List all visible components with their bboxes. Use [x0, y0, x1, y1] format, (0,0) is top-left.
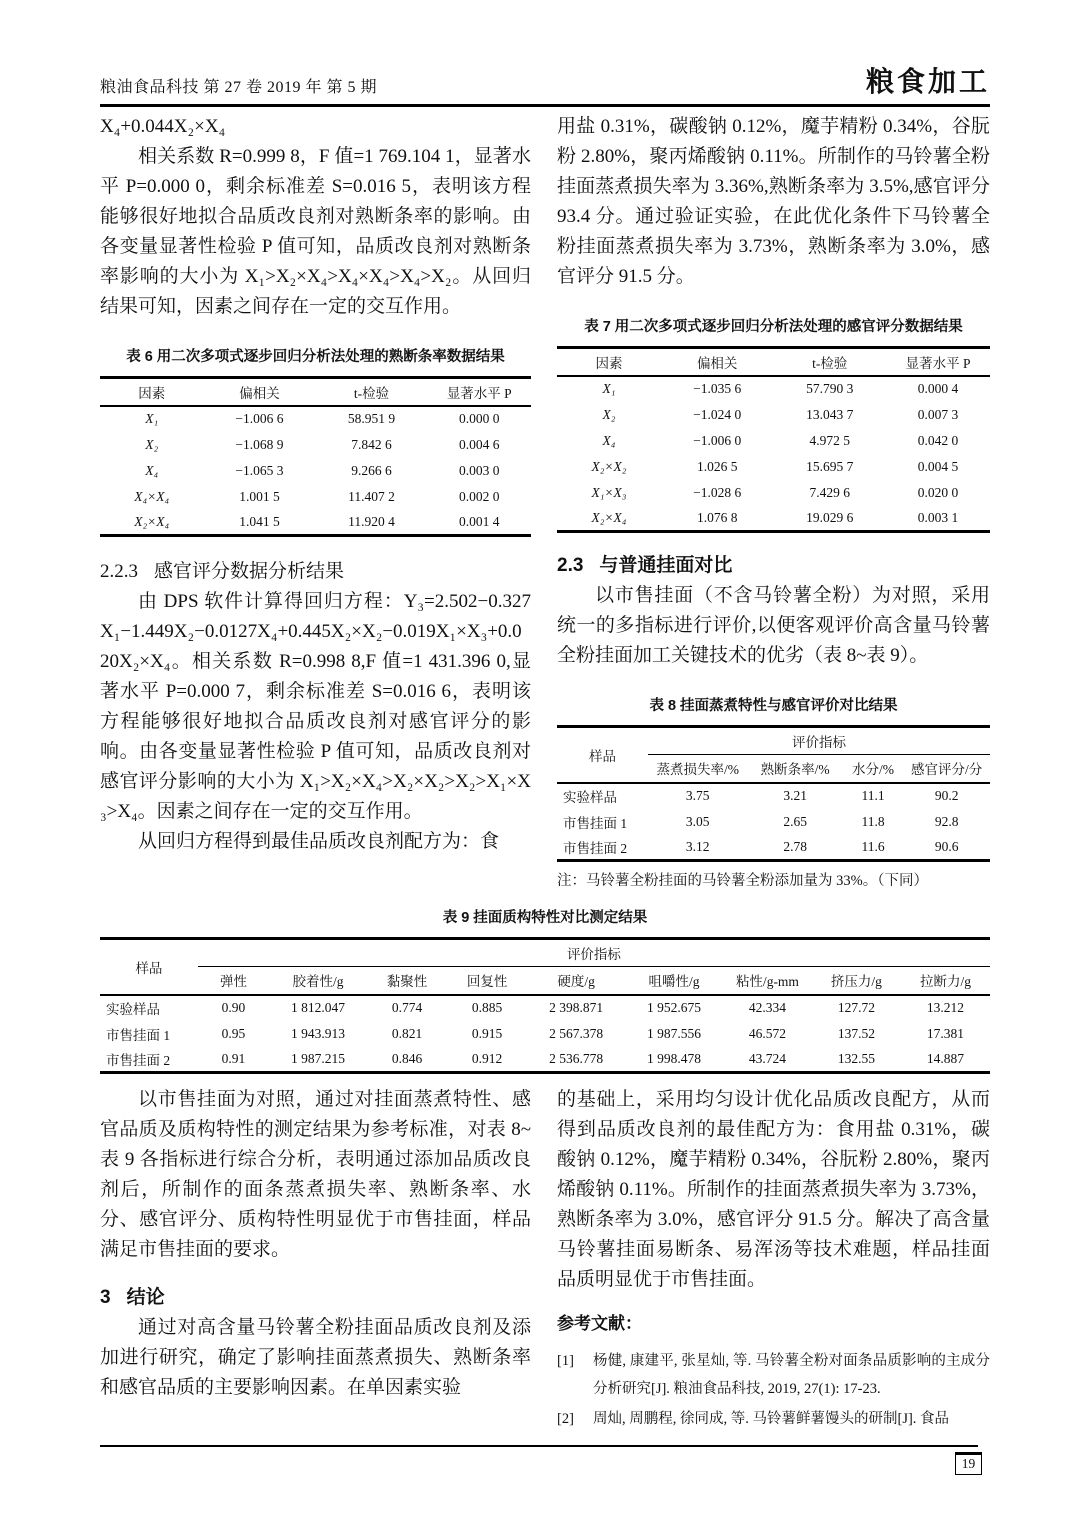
value-cell: 58.951 9: [347, 411, 396, 426]
value-cell: 2.65: [783, 813, 807, 829]
value-cell: 132.55: [837, 1050, 875, 1066]
value-cell: 2 398.871: [549, 1000, 604, 1015]
value-cell: 3.12: [685, 838, 710, 854]
value-cell: 7.842 6: [351, 436, 392, 452]
reference-text: 杨健, 康建平, 张星灿, 等. 马铃薯全粉对面条品质影响的主成分分析研究[J]. 粮油食品科技, 2019, 27(1): 17-23.: [593, 1353, 990, 1397]
table-row: [557, 376, 990, 402]
table-row: [557, 506, 990, 532]
value-cell: −1.028 6: [693, 484, 742, 500]
row-label-cell: X₂×X₄: [591, 509, 627, 525]
column-header: t-检验: [773, 348, 886, 376]
table9-body: [100, 995, 990, 1073]
column-header: t-检验: [315, 378, 427, 406]
table-row: [100, 995, 990, 1021]
section-number: 2.3: [557, 555, 584, 576]
row-label-cell: X₄×X₄: [134, 488, 170, 504]
value-cell: 1 943.913: [291, 1025, 346, 1041]
row-label-cell: X₂×X₂: [591, 458, 627, 474]
column-header: 回复性: [447, 967, 527, 995]
value-cell: 0.846: [391, 1050, 423, 1066]
reference-label: [1]: [557, 1353, 574, 1369]
value-cell: 90.2: [934, 788, 959, 803]
value-cell: 1 987.215: [291, 1050, 346, 1066]
value-cell: 3.05: [685, 813, 710, 829]
table8-group-row: [557, 727, 990, 755]
paragraph-compare: 以市售挂面（不含马铃薯全粉）为对照，采用统一的多指标进行评价,以便客观评价高含量马铃薯全粉挂面加工关键技术的优劣（表 8~表 9）。: [557, 585, 990, 666]
value-cell: 19.029 6: [806, 509, 854, 525]
row-label-cell: 市售挂面 2: [563, 840, 628, 856]
value-cell: 0.004 5: [917, 458, 959, 474]
table6-title: 表 6 用二次多项式逐步回归分析法处理的熟断条率数据结果: [126, 349, 505, 365]
table-7: [557, 346, 990, 533]
reference-text: 周灿, 周鹏程, 徐同成, 等. 马铃薯鲜薯馒头的研制[J]. 食品: [593, 1411, 950, 1427]
section-title: 结论: [126, 1287, 165, 1308]
table-row: [557, 428, 990, 454]
row-label-cell: 实验样品: [563, 790, 617, 805]
value-cell: 14.887: [926, 1050, 965, 1066]
value-cell: 43.724: [748, 1050, 786, 1066]
table9-block: [100, 903, 990, 1074]
value-cell: 1 812.047: [291, 1000, 346, 1015]
column-header: 粘性/g-mm: [723, 967, 812, 995]
value-cell: 1.076 8: [696, 509, 738, 525]
value-cell: 137.52: [837, 1025, 875, 1041]
value-cell: 0.020 0: [917, 484, 959, 500]
value-cell: −1.006 6: [235, 411, 284, 426]
references-heading: 参考文献：: [557, 1314, 642, 1333]
column-header: 熟断条率/%: [748, 755, 843, 783]
value-cell: 90.6: [934, 838, 959, 854]
value-cell: 11.6: [861, 838, 885, 854]
column-header: 偏相关: [203, 378, 315, 406]
column-header: 偏相关: [661, 348, 774, 376]
row-label-cell: X₂: [602, 406, 616, 422]
paragraph-conclusion: 通过对高含量马铃薯全粉挂面品质改良剂及添加进行研究，确定了影响挂面蒸煮损失、熟断条率和感官品质的主要影响因素。在单因素实验: [100, 1317, 531, 1398]
value-cell: 3.75: [685, 788, 710, 803]
value-cell: 0.90: [221, 1000, 246, 1015]
paragraph-correlation: 相关系数 R=0.999 8，F 值=1 769.104 1，显著水平 P=0.000 0，剩余标准差 S=0.016 5，表明该方程能够很好地拟合品质改良剂对熟断条率的影响。由各变量显著性检验 P 值可知，品质改良剂对熟断条率影响的大小为 X₁>X₂×X₄>X₄×X₄>X₄>X₂。从回归结果可知，因素之间存在一定的交互作用。: [100, 146, 531, 317]
table-row: [100, 1021, 990, 1047]
value-cell: 13.212: [926, 1000, 965, 1015]
left-column-bottom: [100, 1085, 531, 1403]
group-header: 评价指标: [648, 727, 990, 755]
value-cell: 17.381: [926, 1025, 965, 1041]
value-cell: 127.72: [837, 1000, 875, 1015]
section-2-3-heading: [557, 551, 990, 581]
value-cell: 1 952.675: [646, 1000, 701, 1015]
table7-title: 表 7 用二次多项式逐步回归分析法处理的感官评分数据结果: [584, 319, 963, 335]
table7-body: [557, 376, 990, 532]
column-header: 感官评分/分: [903, 755, 990, 783]
table9-subheader-row: [100, 967, 990, 995]
paragraph-recipe-start: 从回归方程得到最佳品质改良剂配方为：食: [138, 831, 500, 852]
section-title: 感官评分数据分析结果: [154, 561, 345, 582]
value-cell: 13.043 7: [806, 406, 854, 422]
column-header: 水分/%: [843, 755, 904, 783]
page-number: 19: [955, 1452, 982, 1475]
table9-title: 表 9 挂面质构特性对比测定结果: [442, 910, 648, 926]
column-header: 黏聚性: [367, 967, 447, 995]
formula-line: X₄+0.044X₂×X₄: [100, 116, 226, 137]
value-cell: −1.024 0: [693, 406, 742, 422]
group-header: 评价指标: [198, 939, 990, 967]
value-cell: 3.21: [783, 788, 807, 803]
sample-header: 样品: [100, 939, 198, 995]
reference-label: [2]: [557, 1411, 574, 1427]
row-label-cell: X₂×X₄: [134, 513, 170, 529]
value-cell: 0.007 3: [917, 406, 959, 422]
value-cell: 1 987.556: [646, 1025, 701, 1041]
value-cell: 0.95: [221, 1025, 246, 1041]
value-cell: 4.972 5: [809, 432, 851, 448]
value-cell: 57.790 3: [806, 381, 854, 396]
value-cell: 0.004 6: [459, 436, 500, 452]
column-header: 拉断力/g: [901, 967, 990, 995]
paragraph-summary: 以市售挂面为对照，通过对挂面蒸煮特性、感官品质及质构特性的测定结果为参考标准，对表 8~表 9 各指标进行综合分析，表明通过添加品质改良剂后，所制作的面条蒸煮损失率、熟断条率、水分、感官评分、质构特性明显优于市售挂面，样品满足市售挂面的要求。: [100, 1089, 531, 1260]
paragraph-conclusion-tail: 的基础上，采用均匀设计优化品质改良配方，从而得到品质改良剂的最佳配方为：食用盐 0.31%，碳酸钠 0.12%，魔芋精粉 0.34%，谷朊粉 2.80%，聚丙烯酸钠 0.11%。所制作的挂面蒸煮损失率为 3.73%，熟断条率为 3.0%，感官评分 91.5 分。解决了高含量马铃薯挂面易断条、易浑汤等技术难题，样品挂面品质明显优于市售挂面。: [557, 1089, 990, 1290]
value-cell: 15.695 7: [806, 458, 854, 474]
value-cell: 1.001 5: [239, 488, 280, 504]
reference-item: [557, 1405, 990, 1433]
value-cell: 0.915: [471, 1025, 503, 1041]
table8-body: [557, 783, 990, 861]
value-cell: 11.1: [861, 788, 885, 803]
section-badge: 粮食加工: [865, 66, 990, 97]
column-header: 胶着性/g: [269, 967, 367, 995]
value-cell: −1.035 6: [693, 381, 742, 396]
references-list: [557, 1347, 990, 1433]
column-header: 硬度/g: [527, 967, 625, 995]
table-row: [100, 406, 531, 432]
reference-item: [557, 1347, 990, 1403]
value-cell: 7.429 6: [809, 484, 851, 500]
value-cell: 11.920 4: [348, 513, 395, 529]
value-cell: 0.000 0: [459, 411, 500, 426]
row-label-cell: X₂: [145, 436, 159, 452]
value-cell: 0.002 0: [459, 488, 500, 504]
table-row: [557, 783, 990, 809]
table-row: [100, 484, 531, 510]
section-number: 2.2.3: [100, 561, 138, 582]
column-header: 因素: [557, 348, 661, 376]
value-cell: 2.78: [783, 838, 807, 854]
journal-info: 粮油食品科技 第 27 卷 2019 年 第 5 期: [100, 79, 378, 96]
value-cell: 11.8: [861, 813, 885, 829]
table8-title: 表 8 挂面蒸煮特性与感官评价对比结果: [649, 698, 898, 714]
value-cell: 1 998.478: [646, 1050, 701, 1066]
value-cell: 0.003 0: [459, 462, 500, 478]
value-cell: 42.334: [748, 1000, 786, 1015]
value-cell: 2 567.378: [549, 1025, 604, 1041]
value-cell: 0.774: [391, 1000, 423, 1015]
value-cell: 1.026 5: [696, 458, 738, 474]
section-number: 3: [100, 1287, 111, 1308]
value-cell: 1.041 5: [239, 513, 280, 529]
column-header: 因素: [100, 378, 203, 406]
value-cell: 0.91: [221, 1050, 246, 1066]
page-header: [100, 60, 990, 104]
row-label-cell: 实验样品: [106, 1002, 160, 1017]
value-cell: 11.407 2: [348, 488, 395, 504]
sample-header: 样品: [557, 727, 648, 783]
left-column-top: [100, 112, 531, 857]
section-title: 与普通挂面对比: [599, 555, 733, 576]
value-cell: 0.000 4: [917, 381, 959, 396]
row-label-cell: X₁: [602, 381, 616, 396]
row-label-cell: X₁×X₃: [591, 484, 627, 500]
value-cell: −1.065 3: [235, 462, 284, 478]
value-cell: 0.912: [471, 1050, 503, 1066]
value-cell: 2 536.778: [549, 1050, 604, 1066]
value-cell: 9.266 6: [351, 462, 392, 478]
table-row: [557, 835, 990, 861]
value-cell: 0.821: [391, 1025, 423, 1041]
row-label-cell: 市售挂面 1: [563, 815, 628, 831]
right-column-top: [557, 112, 990, 892]
row-label-cell: X₄: [145, 462, 159, 478]
paragraph-regression: 由 DPS 软件计算得回归方程：Y₃=2.502−0.327X₁−1.449X₂−0.0127X₄+0.445X₂×X₂−0.019X₁×X₃+0.020X₂×X₄。相关系数 R=0.998 8,F 值=1 431.396 0,显著水平 P=0.000 7，剩余标准差 S=0.016 6，表明该方程能够很好地拟合品质改良剂对感官评分的影响。由各变量显著性检验 P 值可知，品质改良剂对感官评分影响的大小为 X₁>X₂×X₄>X₂×X₂>X₂>X₁×X₃>X₄。因素之间存在一定的交互作用。: [100, 591, 531, 822]
row-label-cell: X₄: [602, 432, 616, 448]
table-9: [100, 937, 990, 1074]
table-row: [557, 454, 990, 480]
table-row: [557, 480, 990, 506]
table9-group-row: [100, 939, 990, 967]
row-label-cell: 市售挂面 1: [106, 1027, 171, 1043]
section-3-heading: [100, 1283, 531, 1313]
value-cell: 0.885: [471, 1000, 503, 1015]
row-label-cell: X₁: [145, 411, 159, 426]
table8-note: 注：马铃薯全粉挂面的马铃薯全粉添加量为 33%。（下同）: [557, 873, 928, 889]
table6-header-row: [100, 378, 531, 406]
right-column-bottom: [557, 1085, 990, 1433]
column-header: 弹性: [198, 967, 269, 995]
paragraph-recipe-tail: 用盐 0.31%，碳酸钠 0.12%，魔芋精粉 0.34%，谷朊粉 2.80%，聚丙烯酸钠 0.11%。所制作的马铃薯全粉挂面蒸煮损失率为 3.36%,熟断条率为 3.5%,感官评分 93.4 分。通过验证实验，在此优化条件下马铃薯全粉挂面蒸煮损失率为 3.73%，熟断条率为 3.0%，感官评分 91.5 分。: [557, 116, 990, 287]
value-cell: 0.001 4: [459, 513, 500, 529]
value-cell: 92.8: [934, 813, 959, 829]
table-8: [557, 725, 990, 862]
column-header: 咀嚼性/g: [625, 967, 723, 995]
section-2-2-3-heading: [100, 557, 531, 587]
row-label-cell: 市售挂面 2: [106, 1052, 171, 1068]
table-row: [100, 1047, 990, 1073]
table-row: [100, 458, 531, 484]
footer-rule: [100, 1445, 978, 1447]
value-cell: −1.006 0: [693, 432, 742, 448]
column-header: 显著水平 P: [428, 378, 531, 406]
table-row: [557, 402, 990, 428]
column-header: 显著水平 P: [886, 348, 990, 376]
value-cell: 0.003 1: [917, 509, 959, 525]
table6-body: [100, 406, 531, 536]
table7-header-row: [557, 348, 990, 376]
table-row: [100, 510, 531, 536]
value-cell: 0.042 0: [917, 432, 959, 448]
table-row: [100, 432, 531, 458]
column-header: 蒸煮损失率/%: [648, 755, 748, 783]
header-rule: [100, 104, 990, 107]
table-6: [100, 376, 531, 537]
value-cell: −1.068 9: [235, 436, 284, 452]
table-row: [557, 809, 990, 835]
column-header: 挤压力/g: [812, 967, 901, 995]
value-cell: 46.572: [748, 1025, 786, 1041]
